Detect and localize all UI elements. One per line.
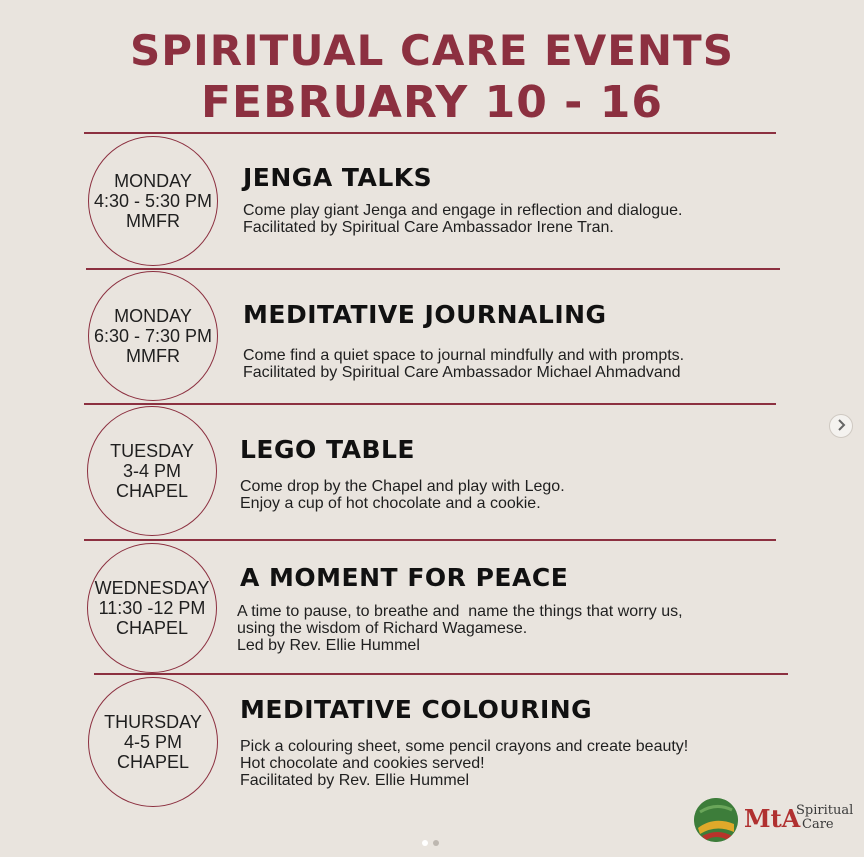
divider (84, 132, 776, 134)
event-title: A MOMENT FOR PEACE (240, 563, 569, 592)
event-time-circle (88, 271, 218, 401)
event-time-circle (88, 677, 218, 807)
divider (84, 403, 776, 405)
logo-emblem-icon (694, 798, 738, 842)
logo-subtitle-line: Care (802, 817, 834, 832)
event-description-line: using the wisdom of Richard Wagamese. (237, 620, 528, 637)
event-description (237, 603, 683, 654)
event-description-line: Come find a quiet space to journal mindfully and with prompts. (243, 347, 685, 364)
event-description-line: A time to pause, to breathe and name the things that worry us, (237, 603, 683, 620)
event-day: MONDAY (114, 171, 192, 191)
event-description-line: Facilitated by Rev. Ellie Hummel (240, 772, 470, 789)
event-time: 6:30 - 7:30 PM (93, 326, 213, 346)
event-description-line: Led by Rev. Ellie Hummel (237, 637, 420, 654)
event-title: LEGO TABLE (240, 435, 416, 464)
event-description-line: Enjoy a cup of hot chocolate and a cookie. (240, 495, 541, 512)
logo-wordmark: MtA (744, 804, 801, 833)
event-description-line: Facilitated by Spiritual Care Ambassador Irene Tran. (243, 219, 614, 236)
divider (86, 268, 780, 270)
event-description (240, 738, 688, 789)
event-day: MONDAY (114, 306, 192, 326)
event-time: 4-5 PM (123, 732, 183, 752)
event-place: CHAPEL (115, 481, 189, 501)
page-title-line2: FEBRUARY 10 - 16 (201, 77, 663, 128)
event-title: MEDITATIVE JOURNALING (243, 300, 607, 329)
event-title: JENGA TALKS (243, 163, 433, 192)
event-description-line: Pick a colouring sheet, some pencil crayons and create beauty! (240, 738, 689, 755)
event-time: 4:30 - 5:30 PM (93, 191, 213, 211)
event-description-line: Come drop by the Chapel and play with Lego. (240, 478, 565, 495)
carousel-dot[interactable] (422, 840, 428, 846)
carousel-next-button[interactable] (829, 414, 853, 438)
event-day: THURSDAY (104, 712, 202, 732)
event-description (240, 478, 565, 512)
event-day: WEDNESDAY (94, 578, 210, 598)
event-time-circle (88, 136, 218, 266)
event-title: MEDITATIVE COLOURING (240, 695, 593, 724)
carousel-dot[interactable] (433, 840, 439, 846)
event-place: CHAPEL (116, 752, 190, 772)
logo-subtitle (796, 804, 853, 832)
event-time-circle (87, 406, 217, 536)
chevron-right-icon (836, 418, 846, 434)
event-time: 3-4 PM (122, 461, 182, 481)
event-time: 11:30 -12 PM (98, 598, 206, 618)
event-description-line: Facilitated by Spiritual Care Ambassador Michael Ahmadvand (243, 364, 681, 381)
event-description-line: Hot chocolate and cookies served! (240, 755, 485, 772)
page-title-line1: SPIRITUAL CARE EVENTS (130, 26, 734, 75)
event-place: MMFR (126, 211, 180, 231)
mta-spiritual-care-logo (694, 798, 854, 846)
divider (84, 539, 776, 541)
event-time-circle (87, 543, 217, 673)
event-place: CHAPEL (115, 618, 189, 638)
event-description-line: Come play giant Jenga and engage in reflection and dialogue. (243, 202, 683, 219)
divider (94, 673, 788, 675)
event-place: MMFR (126, 346, 180, 366)
event-day: TUESDAY (110, 441, 194, 461)
event-description (243, 202, 682, 236)
carousel-dots (422, 840, 439, 846)
event-description (243, 347, 684, 381)
logo-subtitle-line: Spiritual (796, 803, 854, 818)
